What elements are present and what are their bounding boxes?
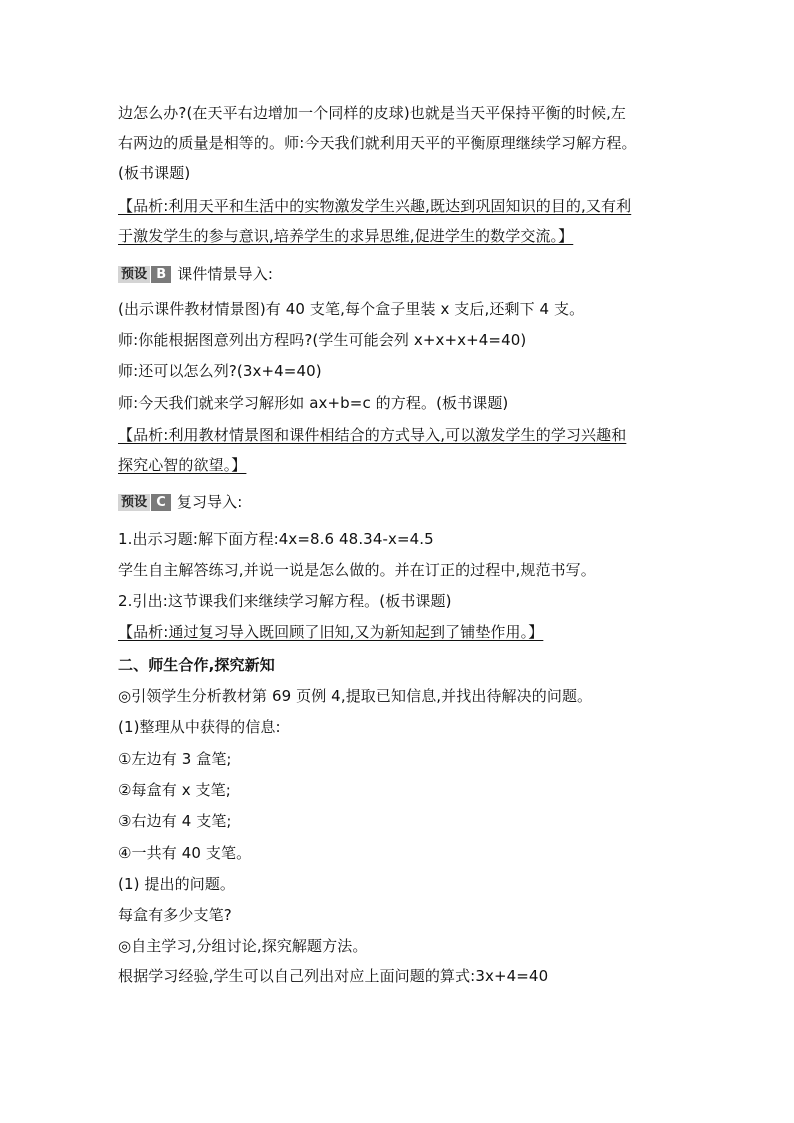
- preset-title: 课件情景导入:: [177, 265, 273, 283]
- paragraph-line: 师:还可以怎么列?(3x+4=40): [118, 362, 322, 380]
- preset-tag: 预设 B: [118, 266, 171, 283]
- analysis-note: 探究心智的欲望。】: [118, 456, 247, 474]
- analysis-note: 于激发学生的参与意识,培养学生的求异思维,促进学生的数学交流。】: [118, 227, 574, 245]
- paragraph-line: (1)整理从中获得的信息:: [118, 718, 281, 736]
- paragraph-line: 根据学习经验,学生可以自己列出对应上面问题的算式:3x+4=40: [118, 967, 549, 985]
- list-item: ②每盒有 x 支笔;: [118, 781, 231, 799]
- list-item: ③右边有 4 支笔;: [118, 812, 232, 830]
- paragraph-line: 师:你能根据图意列出方程吗?(学生可能会列 x+x+x+4=40): [118, 331, 527, 349]
- paragraph-line: 学生自主解答练习,并说一说是怎么做的。并在订正的过程中,规范书写。: [118, 561, 596, 579]
- paragraph-line: (1) 提出的问题。: [118, 875, 236, 893]
- paragraph-line: 右两边的质量是相等的。师:今天我们就利用天平的平衡原理继续学习解方程。: [118, 134, 637, 152]
- preset-c-heading: [118, 492, 242, 512]
- preset-b-heading: [118, 264, 273, 284]
- list-item: ①左边有 3 盒笔;: [118, 750, 232, 768]
- paragraph-line: 2.引出:这节课我们来继续学习解方程。(板书课题): [118, 592, 452, 610]
- paragraph-line: ◎引领学生分析教材第 69 页例 4,提取已知信息,并找出待解决的问题。: [118, 687, 593, 705]
- preset-title: 复习导入:: [176, 493, 243, 511]
- paragraph-line: (出示课件教材情景图)有 40 支笔,每个盒子里装 x 支后,还剩下 4 支。: [118, 300, 585, 318]
- paragraph-line: 师:今天我们就来学习解形如 ax+b=c 的方程。(板书课题): [118, 394, 509, 412]
- paragraph-line: ◎自主学习,分组讨论,探究解题方法。: [118, 937, 368, 955]
- paragraph-line: 边怎么办?(在天平右边增加一个同样的皮球)也就是当天平保持平衡的时候,左: [118, 104, 627, 122]
- analysis-note: 【品析:利用教材情景图和课件相结合的方式导入,可以激发学生的学习兴趣和: [118, 426, 627, 444]
- list-item: ④一共有 40 支笔。: [118, 844, 252, 862]
- paragraph-line: (板书课题): [118, 164, 191, 182]
- preset-tag: 预设 C: [118, 494, 171, 511]
- paragraph-line: 1.出示习题:解下面方程:4x=8.6 48.34-x=4.5: [118, 530, 434, 548]
- paragraph-line: 每盒有多少支笔?: [118, 906, 232, 924]
- analysis-note: 【品析:利用天平和生活中的实物激发学生兴趣,既达到巩固知识的目的,又有利: [118, 197, 632, 215]
- section-heading: 二、师生合作,探究新知: [118, 656, 275, 674]
- analysis-note: 【品析:通过复习导入既回顾了旧知,又为新知起到了铺垫作用。】: [118, 623, 544, 641]
